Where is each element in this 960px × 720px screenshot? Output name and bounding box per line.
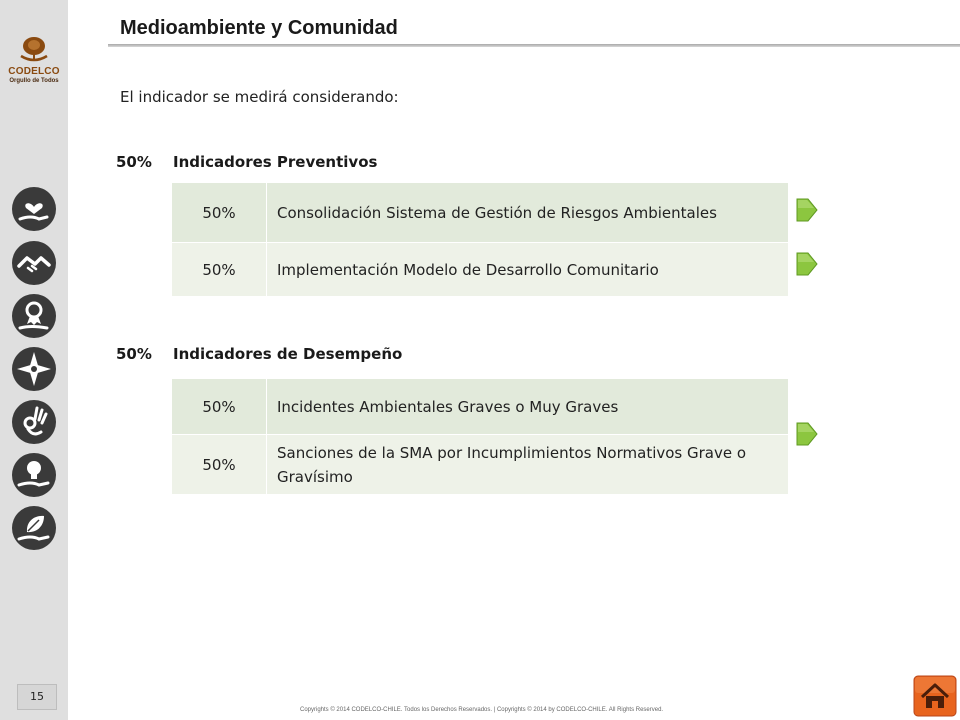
logo-tagline: Orgullo de Todos bbox=[9, 78, 59, 84]
lightbulb-hand-icon[interactable] bbox=[11, 452, 57, 498]
ok-gesture-icon[interactable] bbox=[11, 399, 57, 445]
section-label: Indicadores Preventivos bbox=[173, 153, 378, 171]
page-number: 15 bbox=[17, 684, 57, 710]
section-label: Indicadores de Desempeño bbox=[173, 345, 403, 363]
copyright-footer: Copyrights © 2014 CODELCO-CHILE. Todos los Derechos Reservados. | Copyrights © 2014 by CODELCO-CHILE. All Rights Reserved. bbox=[300, 707, 664, 713]
row-percent: 50% bbox=[172, 435, 267, 495]
codelco-logo[interactable] bbox=[4, 34, 64, 84]
preventive-indicators-table bbox=[172, 182, 788, 297]
table-row bbox=[172, 435, 788, 495]
performance-indicators-table bbox=[172, 378, 788, 495]
compass-icon[interactable] bbox=[11, 346, 57, 392]
leaf-hand-icon[interactable] bbox=[11, 505, 57, 551]
row-text: Incidentes Ambientales Graves o Muy Graves bbox=[267, 379, 789, 435]
sidebar bbox=[0, 0, 68, 720]
arrow-right-icon[interactable] bbox=[794, 250, 820, 278]
row-text: Implementación Modelo de Desarrollo Comunitario bbox=[267, 243, 789, 297]
arrow-right-icon[interactable] bbox=[794, 420, 820, 448]
title-divider bbox=[108, 44, 960, 47]
home-icon[interactable] bbox=[913, 675, 957, 717]
row-percent: 50% bbox=[172, 379, 267, 435]
section-heading-desempeno bbox=[116, 345, 402, 363]
intro-text: El indicador se medirá considerando: bbox=[120, 88, 399, 106]
table-row bbox=[172, 379, 788, 435]
heart-hand-icon[interactable] bbox=[11, 186, 57, 232]
arrow-right-icon[interactable] bbox=[794, 196, 820, 224]
codelco-emblem-icon bbox=[17, 34, 51, 64]
table-row bbox=[172, 183, 788, 243]
handshake-icon[interactable] bbox=[11, 240, 57, 286]
page-title: Medioambiente y Comunidad bbox=[120, 17, 398, 39]
row-text: Consolidación Sistema de Gestión de Riesgos Ambientales bbox=[267, 183, 789, 243]
section-heading-preventivos bbox=[116, 153, 377, 171]
logo-brand: CODELCO bbox=[8, 66, 60, 77]
section-percent: 50% bbox=[116, 345, 152, 363]
table-row bbox=[172, 243, 788, 297]
row-text: Sanciones de la SMA por Incumplimientos Normativos Grave o Gravísimo bbox=[267, 435, 789, 495]
award-icon[interactable] bbox=[11, 293, 57, 339]
row-percent: 50% bbox=[172, 183, 267, 243]
row-percent: 50% bbox=[172, 243, 267, 297]
section-percent: 50% bbox=[116, 153, 152, 171]
